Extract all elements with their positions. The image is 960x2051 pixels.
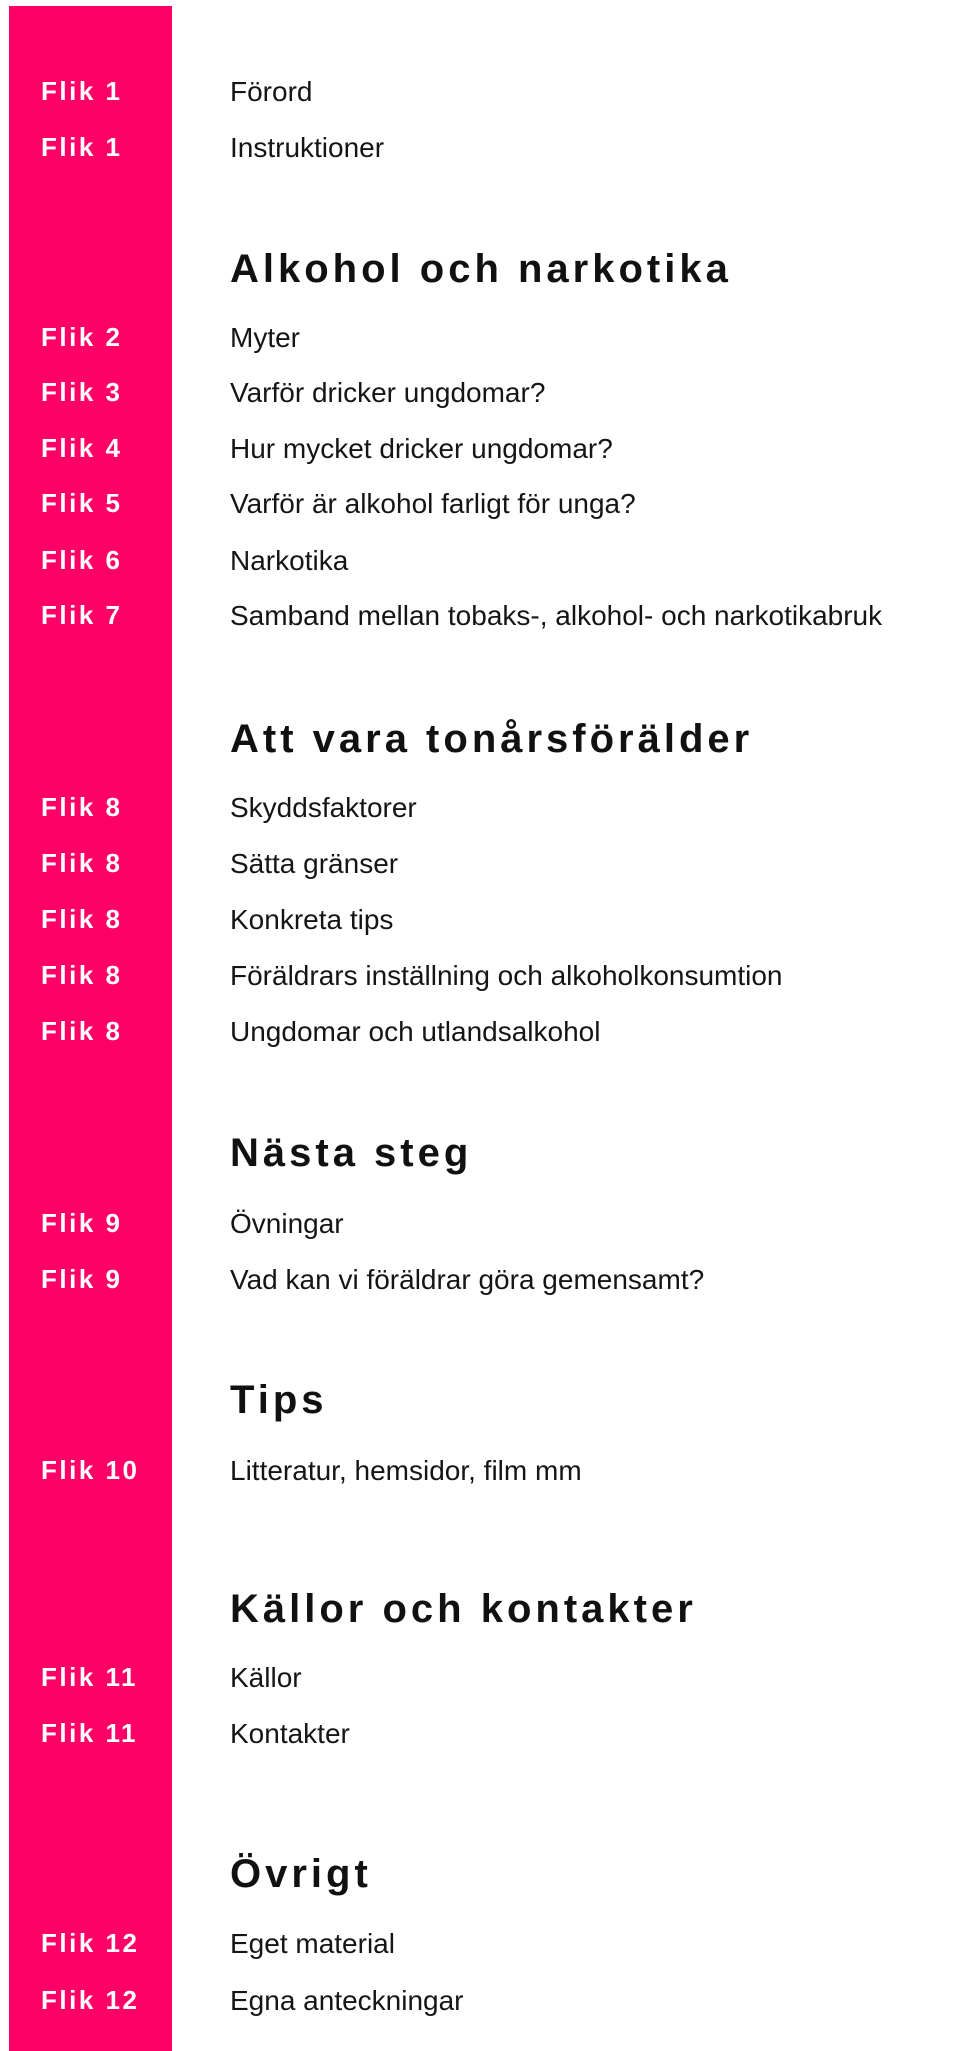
section-heading-kallor-och-kontakter: Källor och kontakter	[230, 1587, 697, 1631]
section-heading-nasta-steg: Nästa steg	[230, 1131, 473, 1175]
toc-entry-varfor-dricker-ungdomar[interactable]: Varför dricker ungdomar?	[230, 377, 546, 408]
section-heading-att-vara-tonarsforalder: Att vara tonårsförälder	[230, 717, 754, 761]
tab-label: Flik 8	[41, 848, 123, 878]
tab-label: Flik 7	[41, 600, 123, 630]
tab-label: Flik 11	[41, 1662, 138, 1692]
toc-entry-satta-granser[interactable]: Sätta gränser	[230, 848, 399, 879]
tab-label: Flik 1	[41, 132, 123, 162]
tab-label: Flik 12	[41, 1928, 140, 1958]
toc-entry-forord[interactable]: Förord	[230, 76, 313, 107]
section-heading-tips: Tips	[230, 1378, 328, 1422]
toc-entry-samband[interactable]: Samband mellan tobaks-, alkohol- och narkotikabruk	[230, 600, 883, 631]
toc-entry-litteratur[interactable]: Litteratur, hemsidor, film mm	[230, 1455, 582, 1486]
toc-entry-ungdomar-och-utlandsalkohol[interactable]: Ungdomar och utlandsalkohol	[230, 1016, 601, 1047]
tab-label: Flik 9	[41, 1264, 123, 1294]
tab-label: Flik 8	[41, 792, 123, 822]
toc-entry-vad-kan-vi-foraldrar[interactable]: Vad kan vi föräldrar göra gemensamt?	[230, 1264, 705, 1295]
toc-entry-ovningar[interactable]: Övningar	[230, 1208, 344, 1239]
section-heading-ovrigt: Övrigt	[230, 1852, 372, 1896]
toc-entry-instruktioner[interactable]: Instruktioner	[230, 132, 385, 163]
tab-label: Flik 2	[41, 322, 123, 352]
tab-label: Flik 3	[41, 377, 123, 407]
tab-label: Flik 5	[41, 488, 123, 518]
tab-label: Flik 10	[41, 1455, 140, 1485]
tab-label: Flik 8	[41, 904, 123, 934]
tab-label: Flik 1	[41, 76, 123, 106]
tab-label: Flik 9	[41, 1208, 123, 1238]
tab-label: Flik 8	[41, 960, 123, 990]
tab-label: Flik 11	[41, 1718, 138, 1748]
toc-entry-konkreta-tips[interactable]: Konkreta tips	[230, 904, 394, 935]
tab-label: Flik 12	[41, 1985, 140, 2015]
tab-label: Flik 8	[41, 1016, 123, 1046]
tab-label: Flik 4	[41, 433, 123, 463]
toc-entry-kallor[interactable]: Källor	[230, 1662, 302, 1693]
toc-entry-narkotika[interactable]: Narkotika	[230, 545, 349, 576]
toc-entry-kontakter[interactable]: Kontakter	[230, 1718, 350, 1749]
toc-entry-skyddsfaktorer[interactable]: Skyddsfaktorer	[230, 792, 417, 823]
tab-label: Flik 6	[41, 545, 123, 575]
section-heading-alkohol-och-narkotika: Alkohol och narkotika	[230, 247, 732, 291]
toc-entry-myter[interactable]: Myter	[230, 322, 300, 353]
toc-entry-egna-anteckningar[interactable]: Egna anteckningar	[230, 1985, 464, 2016]
toc-entry-varfor-ar-alkohol-farligt[interactable]: Varför är alkohol farligt för unga?	[230, 488, 636, 519]
toc-entry-hur-mycket-dricker-ungdomar[interactable]: Hur mycket dricker ungdomar?	[230, 433, 613, 464]
toc-entry-eget-material[interactable]: Eget material	[230, 1928, 395, 1959]
toc-entry-foraldrars-installning[interactable]: Föräldrars inställning och alkoholkonsumtion	[230, 960, 783, 991]
